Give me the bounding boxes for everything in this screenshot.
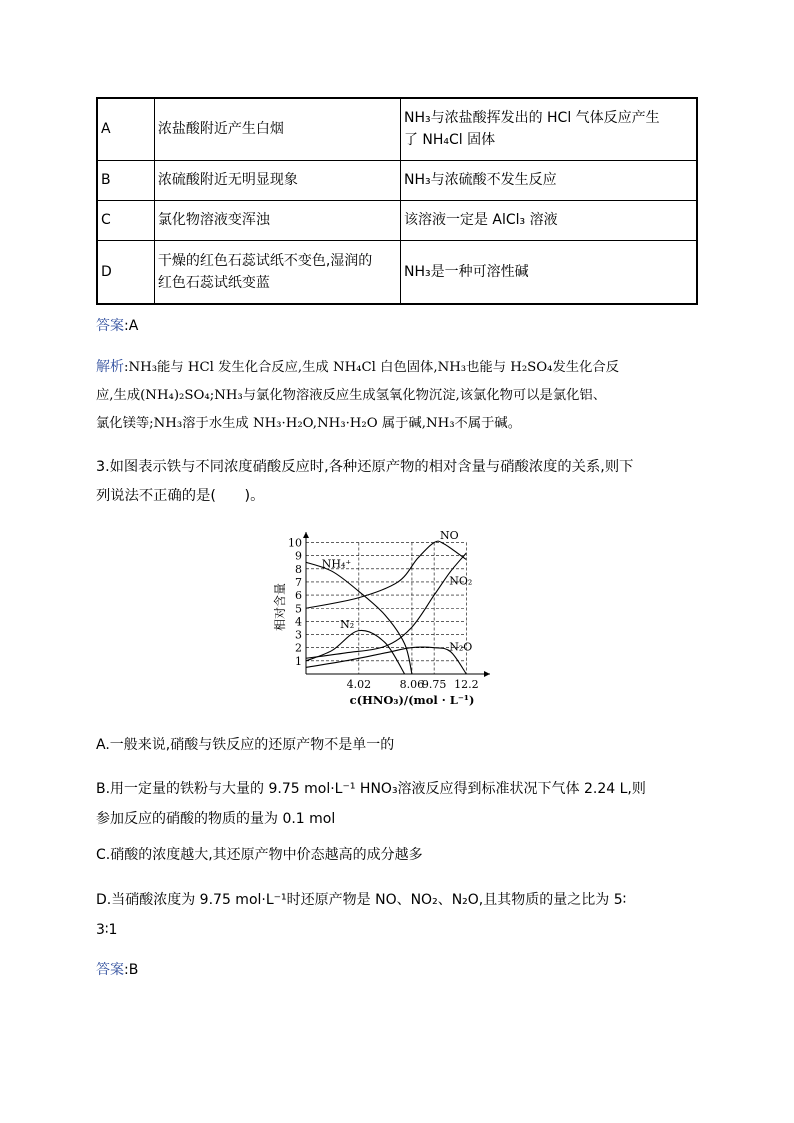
answer-label: 答案 bbox=[96, 318, 124, 334]
explanation-cell: NH₃是一种可溶性碱 bbox=[400, 240, 697, 304]
table-row bbox=[97, 240, 697, 304]
y-tick-label: 2 bbox=[295, 641, 302, 655]
row-label: A bbox=[97, 98, 154, 160]
explanation-cell: 该溶液一定是 AlCl₃ 溶液 bbox=[400, 200, 697, 240]
analysis-line: 氯化镁等;NH₃溶于水生成 NH₃·H₂O,NH₃·H₂O 属于碱,NH₃不属于碱。 bbox=[96, 416, 522, 431]
y-axis-arrow bbox=[303, 532, 309, 538]
option-line: C.硝酸的浓度越大,其还原产物中价态越高的成分越多 bbox=[96, 847, 423, 863]
explanation-cell bbox=[400, 98, 697, 160]
answer-value: :B bbox=[124, 962, 139, 978]
option-d bbox=[96, 885, 700, 945]
explanation-line: 了 NH₄Cl 固体 bbox=[403, 132, 496, 149]
x-tick-label: 9.75 bbox=[421, 678, 447, 691]
y-tick-label: 10 bbox=[288, 536, 302, 550]
options-table bbox=[96, 97, 698, 305]
option-b bbox=[96, 774, 700, 834]
option-line: B.用一定量的铁粉与大量的 9.75 mol·L⁻¹ HNO₃溶液反应得到标准状况下气体 2.24 L,则 bbox=[96, 781, 646, 797]
series-label: NO₂ bbox=[449, 574, 473, 588]
phenomenon-cell: 浓硫酸附近无明显现象 bbox=[154, 160, 400, 200]
y-tick-label: 9 bbox=[295, 549, 302, 563]
phenomenon-cell: 浓盐酸附近产生白烟 bbox=[154, 98, 400, 160]
table-row bbox=[97, 160, 697, 200]
answer-label: 答案 bbox=[96, 962, 124, 978]
option-c bbox=[96, 840, 700, 870]
y-tick-label: 5 bbox=[295, 602, 302, 616]
answer-1 bbox=[96, 315, 138, 335]
option-line: 参加反应的硝酸的物质的量为 0.1 mol bbox=[96, 811, 336, 827]
x-tick-label: 4.02 bbox=[346, 678, 372, 691]
y-axis-label: 相对含量 bbox=[273, 582, 287, 632]
x-axis-arrow bbox=[484, 671, 490, 677]
x-axis-label: c(HNO₃)/(mol · L⁻¹) bbox=[349, 693, 475, 707]
option-line: A.一般来说,硝酸与铁反应的还原产物不是单一的 bbox=[96, 737, 395, 753]
row-label: D bbox=[97, 240, 154, 304]
answer-value: :A bbox=[124, 318, 139, 334]
option-a bbox=[96, 730, 700, 760]
row-label: B bbox=[97, 160, 154, 200]
explanation-line: NH₃与浓盐酸挥发出的 HCl 气体反应产生 bbox=[403, 110, 660, 127]
option-line: 3∶1 bbox=[96, 922, 118, 938]
question-line: 列说法不正确的是( )。 bbox=[96, 488, 265, 504]
y-tick-label: 4 bbox=[295, 615, 302, 629]
series-label: N₂ bbox=[340, 617, 355, 631]
table-row bbox=[97, 200, 697, 240]
series-label: N₂O bbox=[449, 640, 473, 654]
analysis-label: 解析 bbox=[96, 359, 124, 375]
y-tick-label: 1 bbox=[295, 654, 302, 668]
phenomenon-line: 干燥的红色石蕊试纸不变色,湿润的 bbox=[157, 252, 373, 269]
reduction-products-chart bbox=[270, 526, 500, 716]
question-3 bbox=[96, 453, 700, 511]
series-line bbox=[306, 541, 466, 608]
x-tick-label: 8.06 bbox=[399, 678, 425, 691]
analysis-line: 应,生成(NH₄)₂SO₄;NH₃与氯化物溶液反应生成氢氧化物沉淀,该氯化物可以是氯化铝、 bbox=[96, 388, 607, 403]
answer-2 bbox=[96, 959, 138, 979]
question-line: 3.如图表示铁与不同浓度硝酸反应时,各种还原产物的相对含量与硝酸浓度的关系,则下 bbox=[96, 459, 634, 475]
row-label: C bbox=[97, 200, 154, 240]
option-line: D.当硝酸浓度为 9.75 mol·L⁻¹时还原产物是 NO、NO₂、N₂O,且其物质的量之比为 5∶ bbox=[96, 892, 627, 908]
phenomenon-cell bbox=[154, 240, 400, 304]
series-label: NO bbox=[440, 529, 459, 543]
x-tick-label: 12.2 bbox=[454, 678, 479, 691]
y-tick-label: 6 bbox=[295, 589, 302, 603]
table-row bbox=[97, 98, 697, 160]
analysis bbox=[96, 353, 700, 438]
y-tick-label: 8 bbox=[295, 562, 302, 576]
series-label: NH₄⁺ bbox=[321, 557, 352, 571]
y-tick-label: 3 bbox=[295, 628, 302, 642]
phenomenon-line: 红色石蕊试纸变蓝 bbox=[157, 274, 270, 291]
y-tick-label: 7 bbox=[295, 575, 302, 589]
explanation-cell: NH₃与浓硫酸不发生反应 bbox=[400, 160, 697, 200]
analysis-line: :NH₃能与 HCl 发生化合反应,生成 NH₄Cl 白色固体,NH₃也能与 H₂SO₄发生化合反 bbox=[124, 360, 619, 375]
phenomenon-cell: 氯化物溶液变浑浊 bbox=[154, 200, 400, 240]
